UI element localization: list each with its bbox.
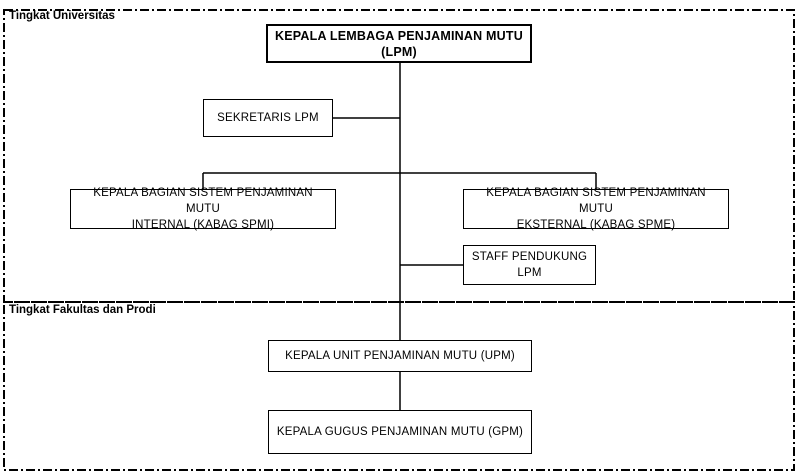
spmi-box xyxy=(70,189,336,229)
secretary-label: SEKRETARIS LPM xyxy=(217,112,319,124)
spme-box xyxy=(463,189,729,229)
gpm-label: KEPALA GUGUS PENJAMINAN MUTU (GPM) xyxy=(276,426,524,438)
head-lpm-box xyxy=(266,24,532,63)
upm-box xyxy=(268,340,532,372)
university-region-label: Tingkat Universitas xyxy=(9,10,115,22)
gpm-box xyxy=(268,410,532,454)
spmi-line-1: KEPALA BAGIAN SISTEM PENJAMINAN MUTU xyxy=(93,187,313,215)
spme-line-1: KEPALA BAGIAN SISTEM PENJAMINAN MUTU xyxy=(486,187,706,215)
secretary-box xyxy=(203,99,333,137)
staff-box xyxy=(463,245,596,285)
spmi-line-2: INTERNAL (KABAG SPMI) xyxy=(131,219,275,231)
head-lpm-line-1: KEPALA LEMBAGA PENJAMINAN MUTU xyxy=(275,28,523,43)
staff-line-2: LPM xyxy=(517,267,542,279)
staff-line-1: STAFF PENDUKUNG xyxy=(471,251,588,263)
faculty-region-label: Tingkat Fakultas dan Prodi xyxy=(9,304,156,316)
head-lpm-line-2: (LPM) xyxy=(381,44,417,59)
spme-line-2: EKSTERNAL (KABAG SPME) xyxy=(516,219,676,231)
upm-label: KEPALA UNIT PENJAMINAN MUTU (UPM) xyxy=(285,350,515,362)
